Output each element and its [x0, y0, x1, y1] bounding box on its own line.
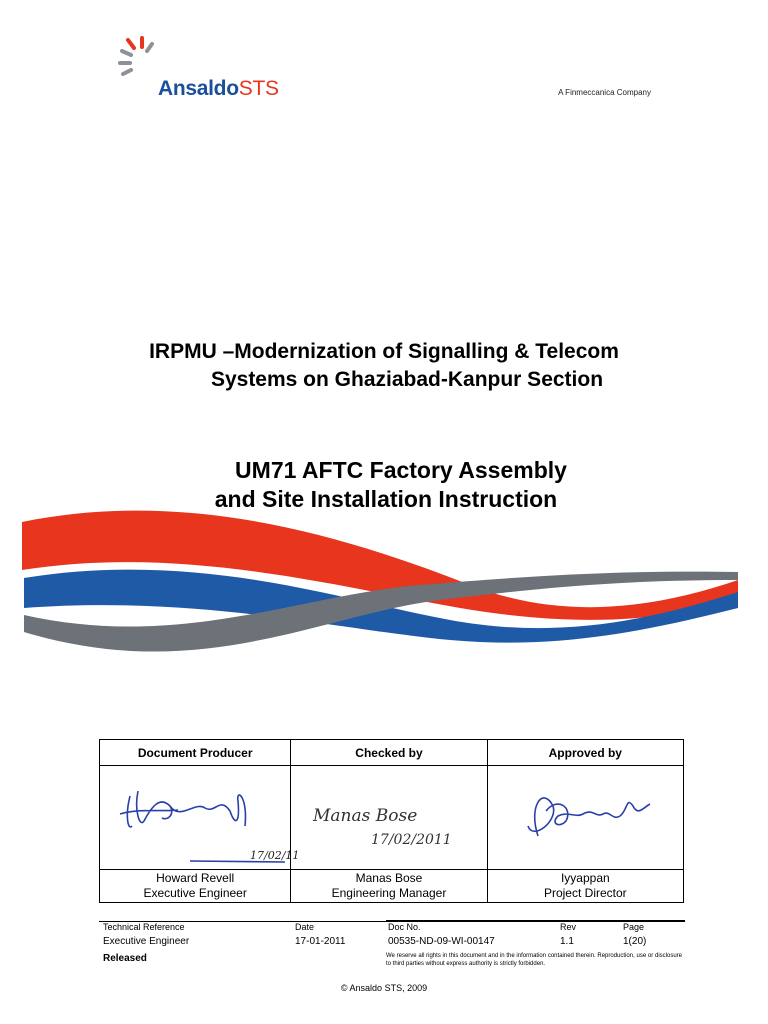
document-footer [99, 918, 685, 978]
technical-reference-value: Executive Engineer [103, 936, 190, 947]
producer-details [100, 870, 291, 903]
copyright: © Ansaldo STS, 2009 [340, 983, 428, 993]
signature-producer [100, 766, 300, 870]
signature-checker [291, 766, 487, 870]
doc-no-value: 00535-ND-09-WI-00147 [388, 936, 495, 947]
company-tagline: A Finmeccanica Company [558, 88, 651, 97]
rev-value: 1.1 [560, 936, 574, 947]
approver-name: Iyyappan [560, 871, 610, 885]
checker-name: Manas Bose [355, 871, 423, 885]
project-title-line2: Systems on Ghaziabad-Kanpur Section [210, 368, 604, 391]
logo-suffix: STS [238, 77, 279, 100]
checker-handwritten-name: Manas Bose [313, 806, 418, 826]
document-title-line2: and Site Installation Instruction [214, 486, 558, 512]
signature-approver [487, 766, 683, 870]
doc-no-label: Doc No. [388, 922, 421, 932]
page-value: 1(20) [623, 936, 647, 947]
rights-disclaimer: We reserve all rights in this document and in the information contained therein. Reproduction, use or disclosure to third parties without express authority is strictly forbidden. [386, 953, 682, 967]
logo-brand: Ansaldo [158, 77, 239, 100]
page-label: Page [623, 922, 645, 932]
logo-rays-icon [116, 34, 160, 84]
approver-signature-icon [488, 766, 683, 866]
checker-handwritten-date: 17/02/2011 [371, 832, 453, 848]
company-logo [116, 34, 316, 104]
document-status: Released [103, 953, 147, 964]
header-document-producer: Document Producer [100, 740, 291, 766]
document-title-line1: UM71 AFTC Factory Assembly [235, 457, 567, 483]
decorative-swoosh [0, 500, 768, 690]
producer-role: Executive Engineer [143, 886, 247, 900]
date-value: 17-01-2011 [295, 936, 346, 947]
header-approved-by: Approved by [487, 740, 683, 766]
logo-wordmark [158, 77, 279, 101]
checker-details [291, 870, 487, 903]
producer-handwritten-date: 17/02/11 [250, 849, 300, 862]
producer-signature-icon [100, 766, 300, 866]
approver-role: Project Director [543, 886, 627, 900]
producer-name: Howard Revell [156, 871, 235, 885]
signature-table [99, 739, 684, 903]
checker-role: Engineering Manager [331, 886, 447, 900]
header-checked-by: Checked by [291, 740, 487, 766]
checker-signature-icon [291, 766, 486, 866]
project-title [0, 338, 768, 394]
approver-details [487, 870, 683, 903]
project-title-line1: IRPMU –Modernization of Signalling & Telecom [149, 340, 619, 363]
rev-label: Rev [560, 922, 577, 932]
date-label: Date [295, 922, 315, 932]
technical-reference-label: Technical Reference [103, 922, 185, 932]
